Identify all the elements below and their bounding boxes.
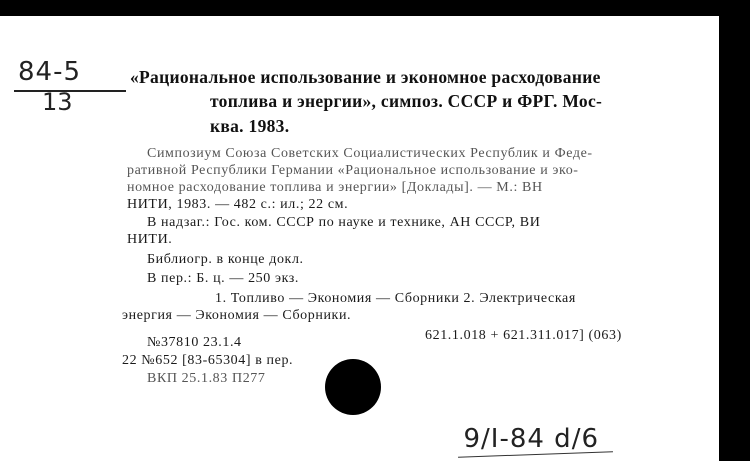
registration-number: 22 №652 [83-65304] в пер. <box>122 353 294 368</box>
binding-price-note: В пер.: Б. ц. — 250 экз. <box>147 271 300 286</box>
card-number: №37810 23.1.4 <box>147 335 242 350</box>
note-header-line-2: НИТИ. <box>127 232 173 247</box>
card-title-line-1: «Рациональное использование и экономное расходование <box>130 67 601 87</box>
handwritten-signature: 9/I-84 d/6 <box>463 424 599 454</box>
subject-headings-line-1: 1. Топливо — Экономия — Сборники 2. Электрическая <box>215 291 576 306</box>
note-header-line-1: В надзаг.: Гос. ком. СССР по науке и технике, АН СССР, ВИ <box>147 215 541 230</box>
card-title-line-2: топлива и энергии», симпоз. СССР и ФРГ. Мос- <box>210 91 603 111</box>
udc-classification: 621.1.018 + 621.311.017] (063) <box>425 328 622 343</box>
shelf-mark-top: 84-5 <box>18 57 82 87</box>
annotation-line-2: ративной Республики Германии «Рациональное использование и эко- <box>127 163 579 178</box>
bibliography-note: Библиогр. в конце докл. <box>147 252 304 267</box>
ink-blot <box>325 359 381 415</box>
catalog-card <box>0 16 719 461</box>
annotation-line-1: Симпозиум Союза Советских Социалистических Республик и Феде- <box>147 146 593 161</box>
scan-border-top <box>0 0 750 16</box>
subject-headings-line-2: энергия — Экономия — Сборники. <box>122 308 352 323</box>
imprint-line: НИТИ, 1983. — 482 с.: ил.; 22 см. <box>127 197 349 212</box>
scan-border-right <box>719 0 750 461</box>
print-code: ВКП 25.1.83 П277 <box>147 371 266 386</box>
card-title-line-3: ква. 1983. <box>210 116 290 136</box>
annotation-line-3: номное расходование топлива и энергии» [Доклады]. — М.: ВН <box>127 180 543 195</box>
shelf-mark-bottom: 13 <box>42 88 73 116</box>
